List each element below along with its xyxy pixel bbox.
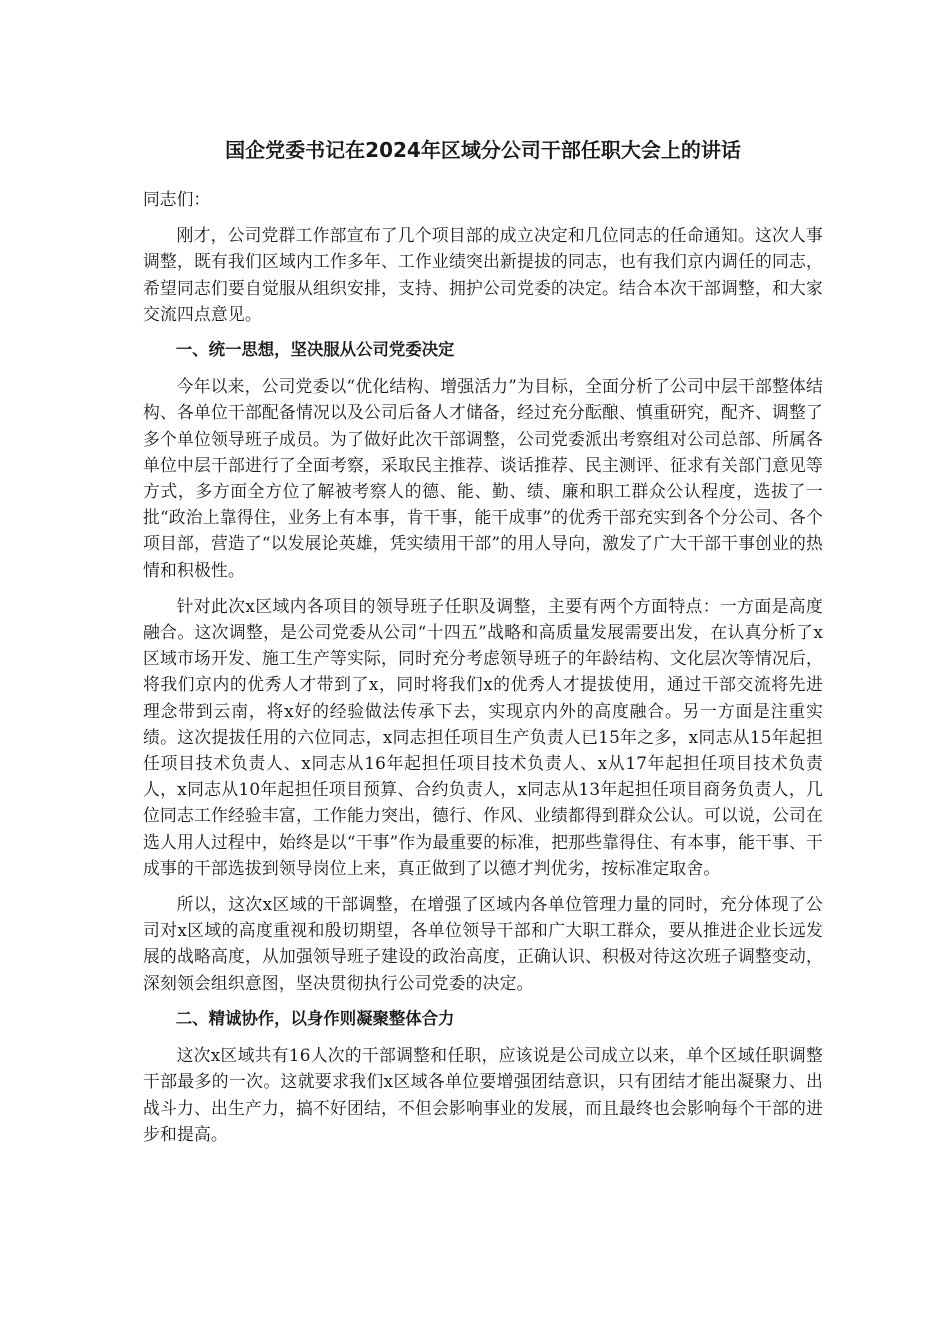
paragraph: 针对此次x区域内各项目的领导班子任职及调整，主要有两个方面特点：一方面是高度融合。这次调整，是公司党委从公司“十四五”战略和高质量发展需要出发，在认真分析了x区域市场开发、施工生产等实际，同时充分考虑领导班子的年龄结构、文化层次等情况后，将我们京内的优秀人才带到了x，同时将我们x的优秀人才提拔使用，通过干部交流将先进理念带到云南，将x好的经验做法传承下去，实现京内外的高度融合。另一方面是注重实绩。这次提拔任用的六位同志，x同志担任项目生产负责人已15年之多，x同志从15年起担任项目技术负责人、x同志从16年起担任项目技术负责人、x从17年起担任项目技术负责人，x同志从10年起担任项目预算、合约负责人，x同志从13年起担任项目商务负责人，几位同志工作经验丰富，工作能力突出，德行、作风、业绩都得到群众公认。可以说，公司在选人用人过程中，始终是以“干事”作为最重要的标准，把那些靠得住、有本事，能干事、干成事的干部选拔到领导岗位上来，真正做到了以德才判优劣，按标准定取舍。 xyxy=(143,595,823,878)
paragraph: 今年以来，公司党委以“优化结构、增强活力”为目标，全面分析了公司中层干部整体结构、各单位干部配备情况以及公司后备人才储备，经过充分酝酿、慎重研究，配齐、调整了多个单位领导班子成员。为了做好此次干部调整，公司党委派出考察组对公司总部、所属各单位中层干部进行了全面考察，采取民主推荐、谈话推荐、民主测评、征求有关部门意见等方式，多方面全方位了解被考察人的德、能、勤、绩、廉和职工群众公认程度，选拔了一批“政治上靠得住，业务上有本事，肯干事，能干成事”的优秀干部充实到各个分公司、各个项目部，营造了“以发展论英雄，凭实绩用干部”的用人导向，激发了广大干部干事创业的热情和积极性。 xyxy=(143,376,823,580)
paragraph-intro: 刚才，公司党群工作部宣布了几个项目部的成立决定和几位同志的任命通知。这次人事调整，既有我们区域内工作多年、工作业绩突出新提拔的同志，也有我们京内调任的同志，希望同志们要自觉服从组织安排，支持、拥护公司党委的决定。结合本次干部调整，和大家交流四点意见。 xyxy=(143,225,823,324)
paragraph: 所以，这次x区域的干部调整，在增强了区域内各单位管理力量的同时，充分体现了公司对x区域的高度重视和殷切期望，各单位领导干部和广大职工群众，要从推进企业长远发展的战略高度，从加强领导班子建设的政治高度，正确认识、积极对待这次班子调整变动，深刻领会组织意图，坚决贯彻执行公司党委的决定。 xyxy=(143,894,823,993)
section-heading-1: 一、统一思想，坚决服从公司党委决定 xyxy=(175,340,455,360)
document-body xyxy=(143,135,823,1157)
paragraph: 这次x区域共有16人次的干部调整和任职，应该说是公司成立以来，单个区域任职调整干部最多的一次。这就要求我们x区域各单位要增强团结意识，只有团结才能出凝聚力、出战斗力、出生产力，搞不好团结，不但会影响事业的发展，而且最终也会影响每个干部的进步和提高。 xyxy=(143,1045,823,1144)
document-title: 国企党委书记在2024年区域分公司干部任职大会上的讲话 xyxy=(225,138,741,162)
section-heading-2: 二、精诚协作，以身作则凝聚整体合力 xyxy=(175,1008,455,1028)
salutation: 同志们： xyxy=(143,189,211,209)
